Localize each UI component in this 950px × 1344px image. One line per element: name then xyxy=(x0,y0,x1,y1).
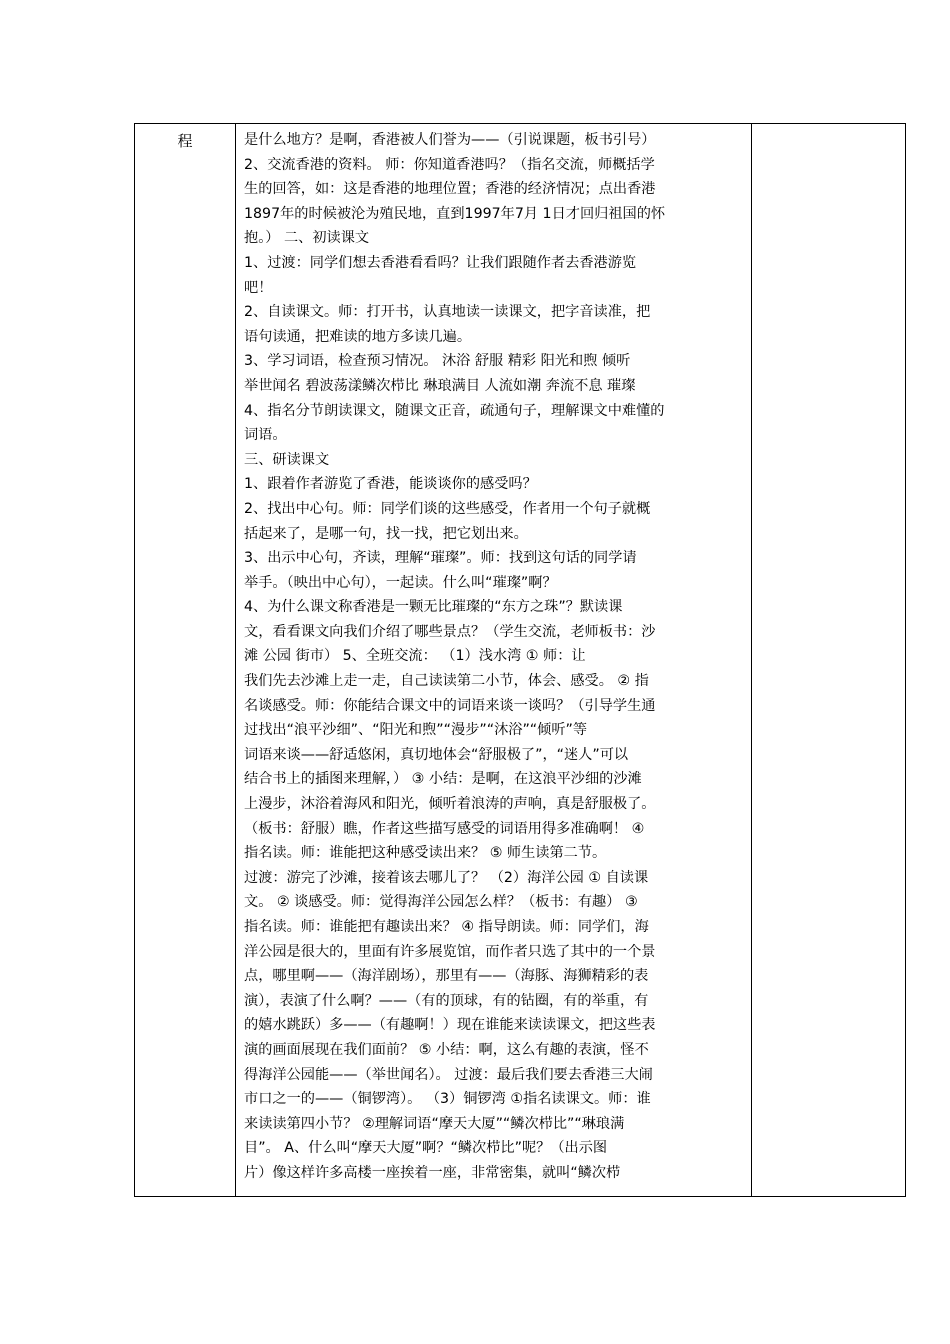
content-line: 举世闻名 碧波荡漾鳞次栉比 琳琅满目 人流如潮 奔流不息 璀璨 xyxy=(244,377,636,394)
table-row xyxy=(135,124,906,1197)
content-line: 过找出“浪平沙细”、“阳光和煦”“漫步”“沐浴”“倾听”等 xyxy=(244,722,588,739)
content-line: 2、交流香港的资料。 师：你知道香港吗？（指名交流，师概括学 xyxy=(244,156,655,173)
content-line: 是什么地方？是啊，香港被人们誉为——（引说课题，板书引号） xyxy=(244,132,656,148)
content-line: 点，哪里啊——（海洋剧场），那里有——（海豚、海狮精彩的表 xyxy=(244,968,649,985)
content-line: 目”。 A、什么叫“摩天大厦”啊？“鳞次栉比”呢？（出示图 xyxy=(244,1140,608,1157)
content-line: 来读读第四小节？ ②理解词语“摩天大厦”“鳞次栉比”“琳琅满 xyxy=(244,1115,625,1132)
notes-cell xyxy=(752,124,906,1197)
content-line: 1、跟着作者游览了香港，能谈谈你的感受吗？ xyxy=(244,476,537,493)
content-line: 文，看看课文向我们介绍了哪些景点？（学生交流，老师板书：沙 xyxy=(244,623,656,640)
section-label: 程 xyxy=(177,132,193,150)
content-line: 过渡：游完了沙滩，接着该去哪儿了？ （2）海洋公园 ① 自读课 xyxy=(244,869,649,886)
section-label-cell xyxy=(135,124,236,1197)
content-line: 市口之一的——（铜锣湾）。 （3）铜锣湾 ①指名读课文。师：谁 xyxy=(244,1091,651,1108)
content-line: 片）像这样许多高楼一座挨着一座，非常密集，就叫“鳞次栉 xyxy=(244,1164,621,1181)
lesson-content-cell xyxy=(236,124,752,1197)
content-line: 抱。） 二、初读课文 xyxy=(244,230,370,247)
content-line: 我们先去沙滩上走一走，自己读读第二小节，体会、感受。 ② 指 xyxy=(244,673,649,690)
content-line: 的嬉水跳跃）多——（有趣啊！）现在谁能来读读课文，把这些表 xyxy=(244,1017,656,1034)
content-line: 指名读。师：谁能把这种感受读出来？ ⑤ 师生读第二节。 xyxy=(244,845,607,862)
content-line: 文。 ② 谈感受。师：觉得海洋公园怎么样？（板书：有趣） ③ xyxy=(244,894,638,911)
content-line: 演），表演了什么啊？——（有的顶球，有的钻圈，有的举重，有 xyxy=(244,992,649,1009)
content-line: 滩 公园 街市） 5、全班交流： （1）浅水湾 ① 师：让 xyxy=(244,648,586,665)
content-line: 词语来谈——舒适悠闲，真切地体会“舒服极了”，“迷人”可以 xyxy=(244,746,629,763)
content-line: 结合书上的插图来理解，） ③ 小结：是啊，在这浪平沙细的沙滩 xyxy=(244,771,642,788)
content-line: 演的画面展现在我们面前？ ⑤ 小结：啊，这么有趣的表演，怪不 xyxy=(244,1041,649,1058)
content-line: 2、找出中心句。师：同学们谈的这些感受，作者用一个句子就概 xyxy=(244,500,651,517)
content-line: 指名读。师：谁能把有趣读出来？ ④ 指导朗读。师：同学们，海 xyxy=(244,919,649,935)
content-line: 括起来了，是哪一句，找一找，把它划出来。 xyxy=(244,525,528,542)
content-line: 1897年的时候被沦为殖民地，直到1997年7月 1日才回归祖国的怀 xyxy=(244,205,666,222)
lesson-content xyxy=(236,124,751,1186)
content-line: 三、研读课文 xyxy=(244,451,330,468)
content-line: 生的回答，如：这是香港的地理位置；香港的经济情况；点出香港 xyxy=(244,181,656,198)
content-line: 4、为什么课文称香港是一颗无比璀璨的“东方之珠”？默读课 xyxy=(244,599,623,616)
content-line: 2、自读课文。师：打开书，认真地读一读课文，把字音读准，把 xyxy=(244,304,651,321)
content-line: 名谈感受。师：你能结合课文中的词语来谈一谈吗？（引导学生通 xyxy=(244,697,656,714)
content-line: 1、过渡：同学们想去香港看看吗？让我们跟随作者去香港游览 xyxy=(244,254,637,271)
content-line: 上漫步，沐浴着海风和阳光，倾听着浪涛的声响，真是舒服极了。 xyxy=(244,796,656,813)
content-line: 洋公园是很大的，里面有许多展览馆，而作者只选了其中的一个景 xyxy=(244,943,656,960)
content-line: 语句读通，把难读的地方多读几遍。 xyxy=(244,328,472,345)
content-line: 词语。 xyxy=(244,427,287,444)
content-line: （板书：舒服）瞧，作者这些描写感受的词语用得多准确啊！ ④ xyxy=(244,820,645,837)
content-line: 4、指名分节朗读课文，随课文正音，疏通句子，理解课文中难懂的 xyxy=(244,402,665,419)
content-line: 吧！ xyxy=(244,279,273,296)
content-line: 举手。（映出中心句），一起读。什么叫“璀璨”啊？ xyxy=(244,574,557,591)
lesson-plan-table xyxy=(134,123,906,1197)
content-line: 3、出示中心句，齐读，理解“璀璨”。师：找到这句话的同学请 xyxy=(244,550,637,567)
content-line: 得海洋公园能——（举世闻名）。 过渡：最后我们要去香港三大闹 xyxy=(244,1066,653,1083)
content-line: 3、学习词语，检查预习情况。 沐浴 舒服 精彩 阳光和煦 倾听 xyxy=(244,353,631,370)
